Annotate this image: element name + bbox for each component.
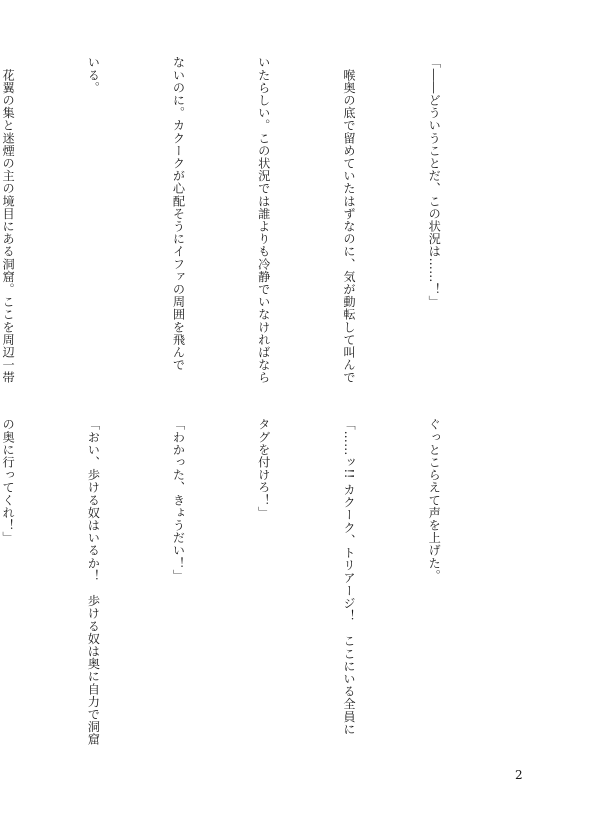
text-line: 喉奥の底で留めていたはずなのに、気が動転して叫んで [341, 56, 356, 384]
text-line: 「――どういうことだ、この状況は……！」 [427, 56, 442, 308]
text-line: 「……ッ!! カクーク、トリアージ！ ここにいる全員に [341, 418, 356, 736]
text-block-bottom [0, 418, 505, 750]
text-line: いたらしい。この状況では誰よりも冷静でいなければなら [256, 56, 271, 384]
text-line: いる。 [86, 56, 101, 94]
text-block-top [0, 56, 505, 386]
page-number: 2 [515, 768, 523, 782]
text-line: ないのに。カクークが心配そうにイファの周囲を飛んで [171, 56, 186, 371]
text-line: ぐっとこらえて声を上げた。 [427, 418, 442, 582]
text-line: 花翼の集と迷煙の主の境目にある洞窟。ここを周辺一帯 [1, 56, 16, 384]
text-line: タグを付けろ！」 [256, 418, 271, 519]
text-line: 「おい、歩ける奴はいるか！ 歩ける奴は奥に自力で洞窟 [86, 418, 101, 746]
text-line: の奥に行ってくれ！」 [1, 418, 16, 544]
text-line: 「わかった、きょうだい！」 [171, 418, 186, 582]
